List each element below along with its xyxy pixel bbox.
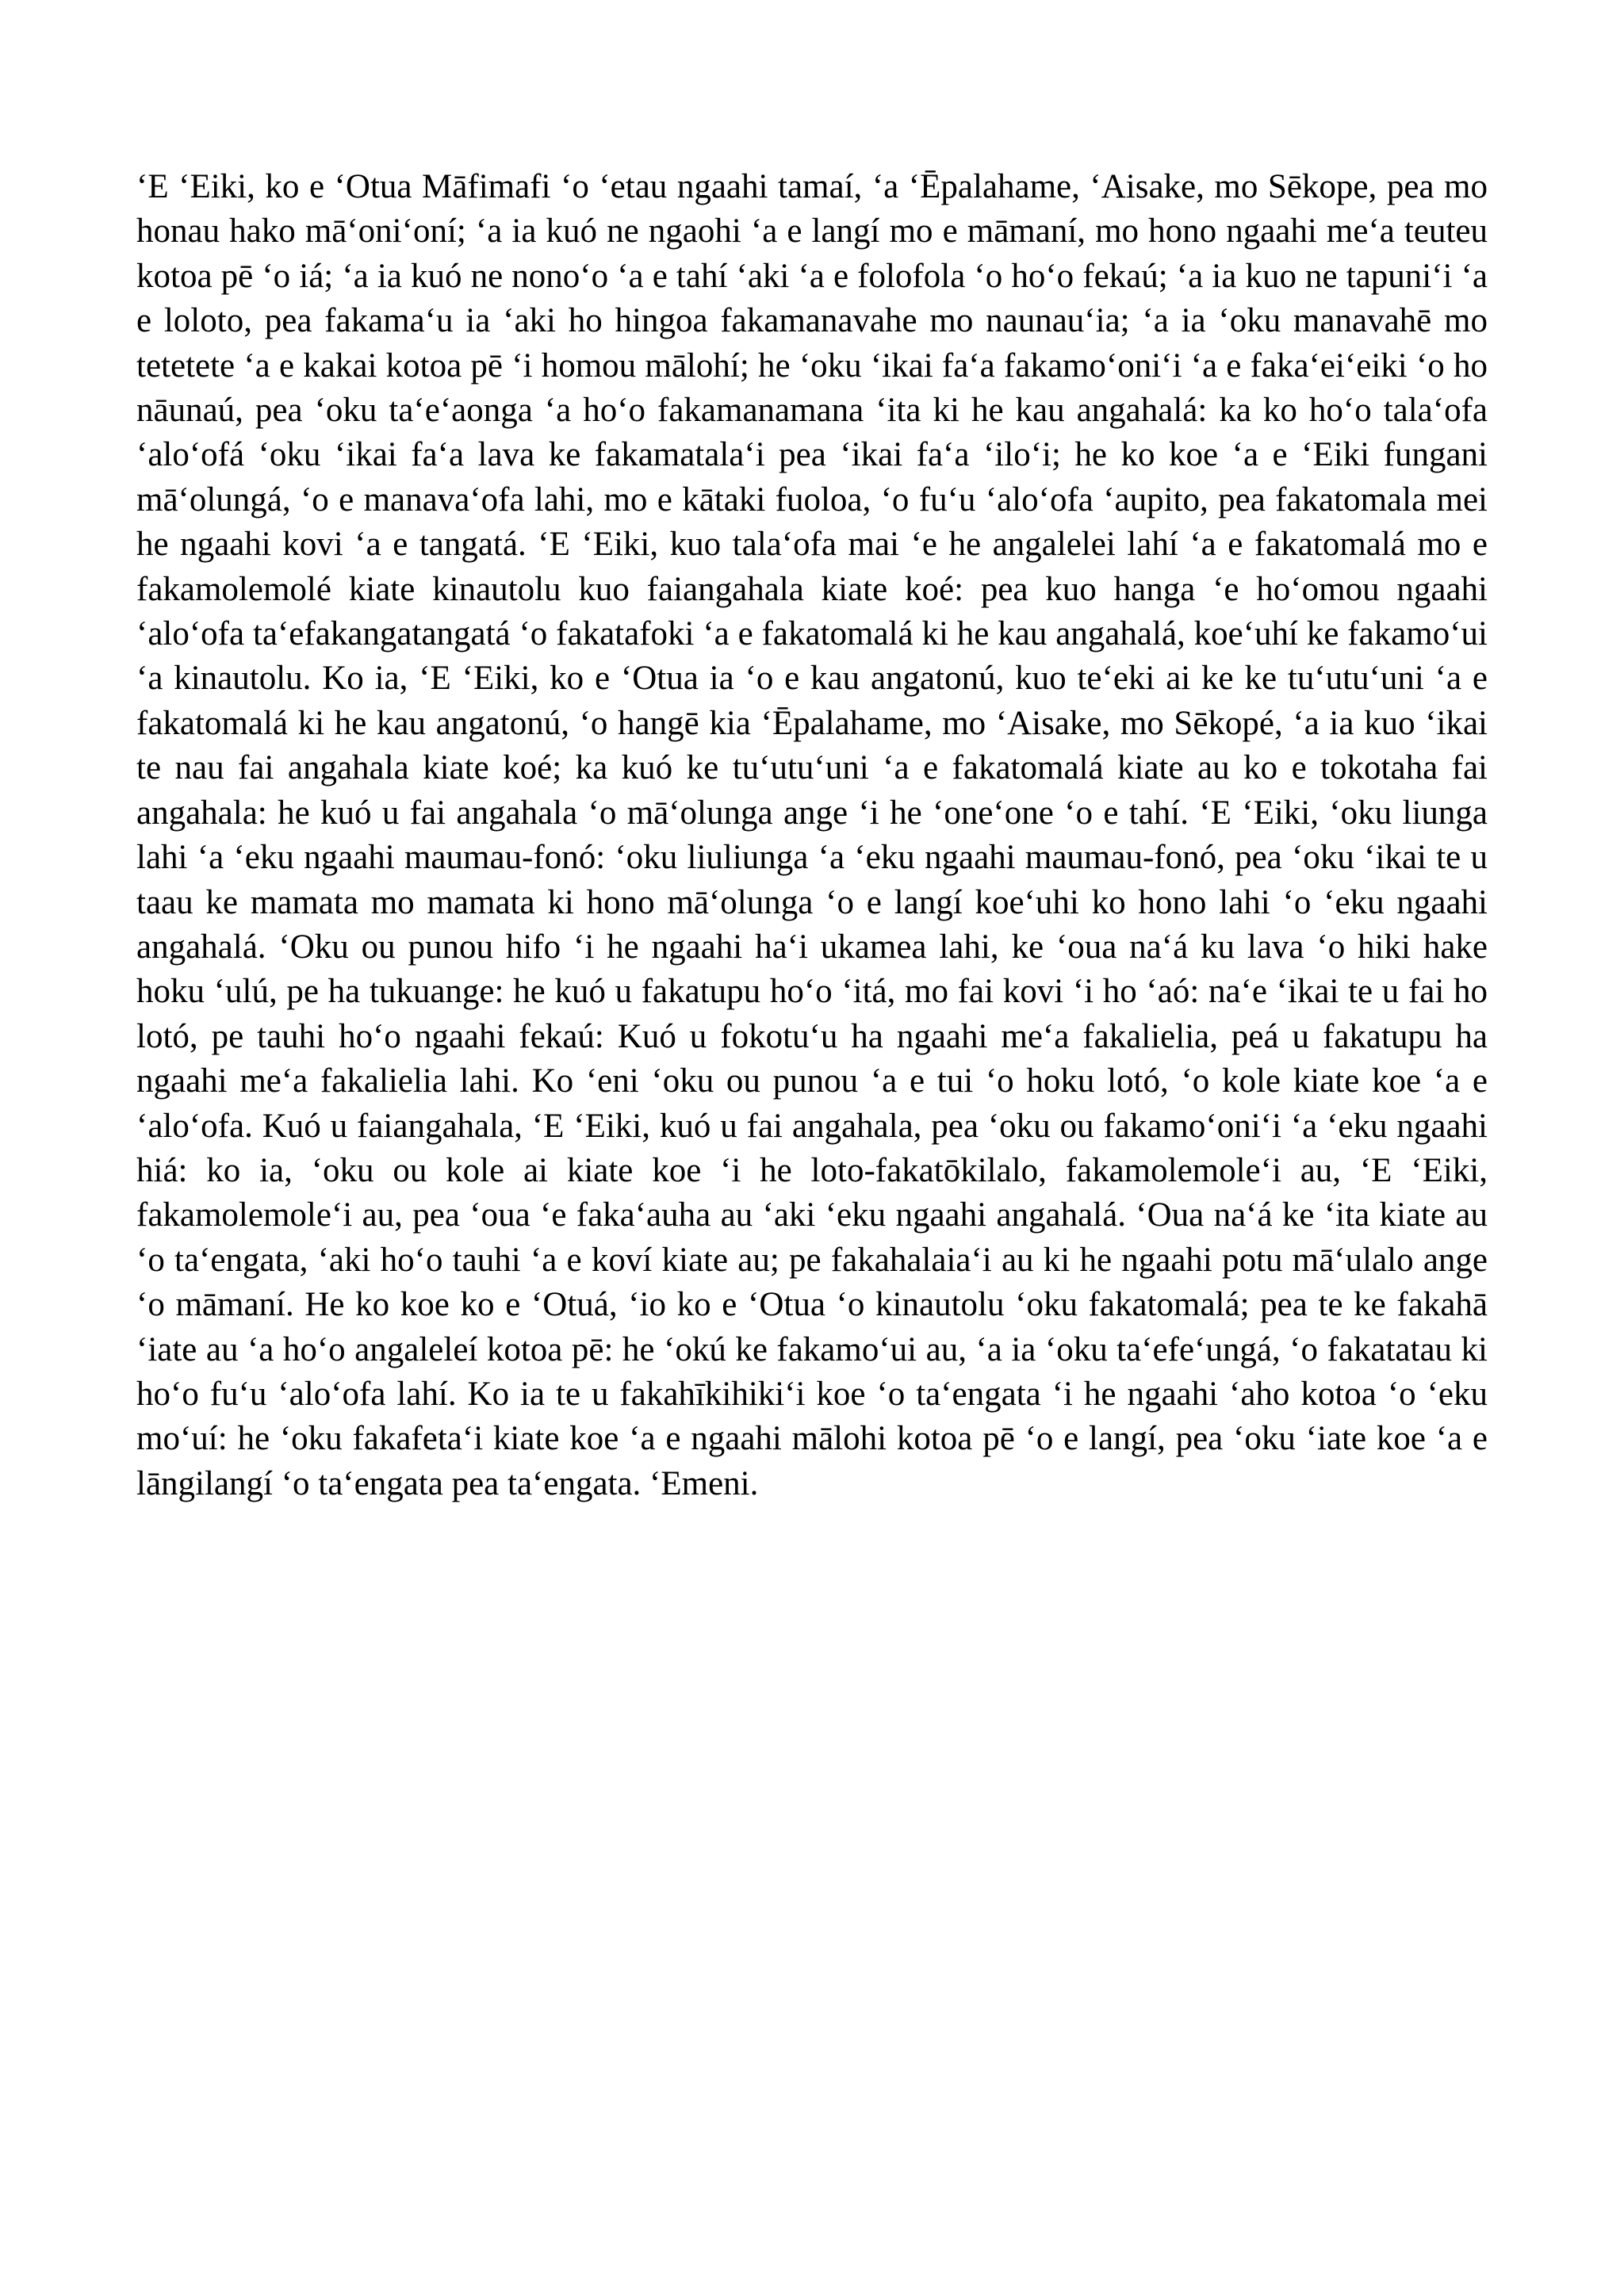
body-paragraph: ʻE ʻEiki, ko e ʻOtua Māfimafi ʻo ʻetau ngaahi tamaí, ʻa ʻĒpalahame, ʻAisake, mo Sēkope, pea mo honau hako māʻoniʻoní; ʻa ia kuó ne ngaohi ʻa e langí mo e māmaní, mo hono ngaahi meʻa teuteu kotoa pē ʻo iá; ʻa ia kuó ne nonoʻo ʻa e tahí ʻaki ʻa e folofola ʻo hoʻo fekaú; ʻa ia kuo ne tapuniʻi ʻa e loloto, pea fakamaʻu ia ʻaki ho hingoa fakamanavahe mo naunauʻia; ʻa ia ʻoku manavahē mo tetetete ʻa e kakai kotoa pē ʻi homou mālohí; he ʻoku ʻikai faʻa fakamoʻoniʻi ʻa e fakaʻeiʻeiki ʻo ho nāunaú, pea ʻoku taʻeʻaonga ʻa hoʻo fakamanamana ʻita ki he kau angahalá: ka ko hoʻo talaʻofa ʻaloʻofá ʻoku ʻikai faʻa lava ke fakamatalaʻi pea ʻikai faʻa ʻiloʻi; he ko koe ʻa e ʻEiki fungani māʻolungá, ʻo e manavaʻofa lahi, mo e kātaki fuoloa, ʻo fuʻu ʻaloʻofa ʻaupito, pea fakatomala mei he ngaahi kovi ʻa e tangatá. ʻE ʻEiki, kuo talaʻofa mai ʻe he angalelei lahí ʻa e fakatomalá mo e fakamolemolé kiate kinautolu kuo faiangahala kiate koé: pea kuo hanga ʻe hoʻomou ngaahi ʻaloʻofa taʻefakangatangatá ʻo fakatafoki ʻa e fakatomalá ki he kau angahalá, koeʻuhí ke fakamoʻui ʻa kinautolu. Ko ia, ʻE ʻEiki, ko e ʻOtua ia ʻo e kau angatonú, kuo teʻeki ai ke ke tuʻutuʻuni ʻa e fakatomalá ki he kau angatonú, ʻo hangē kia ʻĒpalahame, mo ʻAisake, mo Sēkopé, ʻa ia kuo ʻikai te nau fai angahala kiate koé; ka kuó ke tuʻutuʻuni ʻa e fakatomalá kiate au ko e tokotaha fai angahala: he kuó u fai angahala ʻo māʻolunga ange ʻi he ʻoneʻone ʻo e tahí. ʻE ʻEiki, ʻoku liunga lahi ʻa ʻeku ngaahi maumau-fonó: ʻoku liuliunga ʻa ʻeku ngaahi maumau-fonó, pea ʻoku ʻikai te u taau ke mamata mo mamata ki hono māʻolunga ʻo e langí koeʻuhi ko hono lahi ʻo ʻeku ngaahi angahalá. ʻOku ou punou hifo ʻi he ngaahi haʻi ukamea lahi, ke ʻoua naʻá ku lava ʻo hiki hake hoku ʻulú, pe ha tukuange: he kuó u fakatupu hoʻo ʻitá, mo fai kovi ʻi ho ʻaó: naʻe ʻikai te u fai ho lotó, pe tauhi hoʻo ngaahi fekaú: Kuó u fokotuʻu ha ngaahi meʻa fakalielia, peá u fakatupu ha ngaahi meʻa fakalielia lahi. Ko ʻeni ʻoku ou punou ʻa e tui ʻo hoku lotó, ʻo kole kiate koe ʻa e ʻaloʻofa. Kuó u faiangahala, ʻE ʻEiki, kuó u fai angahala, pea ʻoku ou fakamoʻoniʻi ʻa ʻeku ngaahi hiá: ko ia, ʻoku ou kole ai kiate koe ʻi he loto-fakatōkilalo, fakamolemoleʻi au, ʻE ʻEiki, fakamolemoleʻi au, pea ʻoua ʻe fakaʻauha au ʻaki ʻeku ngaahi angahalá. ʻOua naʻá ke ʻita kiate au ʻo taʻengata, ʻaki hoʻo tauhi ʻa e koví kiate au; pe fakahalaiaʻi au ki he ngaahi potu māʻulalo ange ʻo māmaní. He ko koe ko e ʻOtuá, ʻio ko e ʻOtua ʻo kinautolu ʻoku fakatomalá; pea te ke fakahā ʻiate au ʻa hoʻo angaleleí kotoa pē: he ʻokú ke fakamoʻui au, ʻa ia ʻoku taʻefeʻungá, ʻo fakatatau ki hoʻo fuʻu ʻaloʻofa lahí. Ko ia te u fakahīkihikiʻi koe ʻo taʻengata ʻi he ngaahi ʻaho kotoa ʻo ʻeku moʻuí: he ʻoku fakafetaʻi kiate koe ʻa e ngaahi mālohi kotoa pē ʻo e langí, pea ʻoku ʻiate koe ʻa e lāngilangí ʻo taʻengata pea taʻengata. ʻEmeni. [136, 168, 1488, 1502]
body-text-block [136, 165, 1488, 1506]
